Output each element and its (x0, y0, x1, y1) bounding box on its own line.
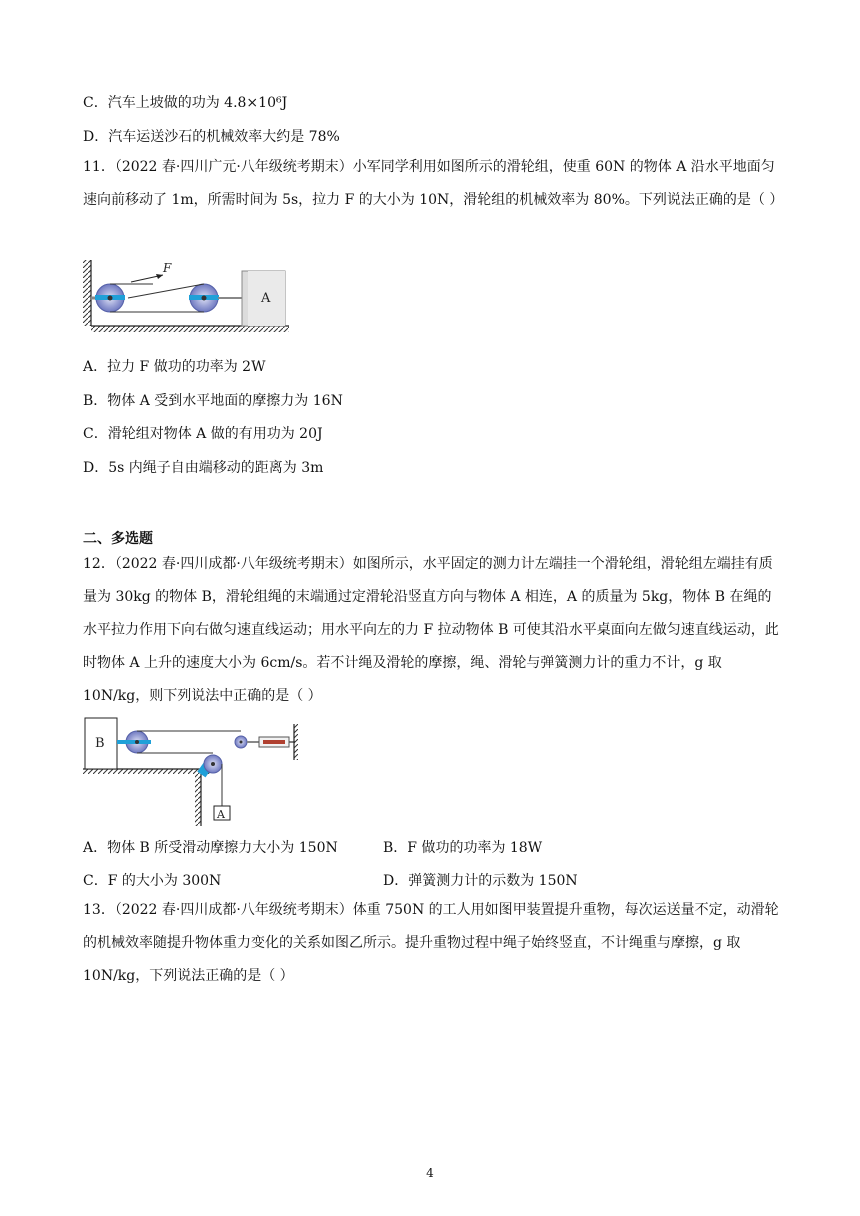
q11-stem: 11．（2022 春·四川广元·八年级统考期末）小军同学利用如图所示的滑轮组，使重 60N 的物体 A 沿水平地面匀速向前移动了 1m，所需时间为 5s，拉力 F 的大小为 10N，滑轮组的机械效率为 80%。下列说法正确的是（ ） (83, 159, 784, 208)
q11-pulley-figure (83, 258, 293, 338)
q12-option-b: B．F 做功的功率为 18W (383, 840, 543, 856)
q10-option-d: D．汽车运送沙石的机械效率大约是 78% (83, 129, 340, 145)
wall (83, 260, 91, 326)
q12-option-d: D．弹簧测力计的示数为 150N (383, 873, 578, 889)
q10-option-c: C．汽车上坡做的功为 4.8×10⁶J (83, 95, 288, 111)
ground (91, 326, 289, 332)
q11-pulley-diagram (83, 258, 293, 334)
q12-option-c: C．F 的大小为 300N (83, 873, 222, 889)
table (83, 769, 213, 774)
page-number: 4 (426, 1166, 434, 1180)
block-b-label: B (95, 736, 105, 751)
q11-option-d: D．5s 内绳子自由端移动的距离为 3m (83, 460, 324, 476)
q12-stem: 12．（2022 春·四川成都·八年级统考期末）如图所示，水平固定的测力计左端挂一个滑轮组，滑轮组左端挂有质量为 30kg 的物体 B，滑轮组绳的末端通过定滑轮沿竖直方向与物体 A 相连，A 的质量为 5kg，物体 B 在绳的水平拉力作用下向右做匀速直线运动；用水平向左的力 F 拉动物体 B 可使其沿水平桌面向左做匀速直线运动，此时物体 A 上升的速度大小为 6cm/s。若不计绳及滑轮的摩擦，绳、滑轮与弹簧测力计的重力不计，g 取 10N/kg，则下列说法中正确的是（ ） (83, 556, 779, 704)
q13-stem: 13．（2022 春·四川成都·八年级统考期末）体重 750N 的工人用如图甲装置提升重物，每次运送量不定，动滑轮的机械效率随提升物体重力变化的关系如图乙所示。提升重物过程中绳子始终竖直，不计绳重与摩擦，g 取 10N/kg，下列说法正确的是（ ） (83, 902, 779, 984)
q12-pulley-figure (83, 714, 298, 830)
q11-option-b: B．物体 A 受到水平地面的摩擦力为 16N (83, 393, 343, 409)
block-a-label: A (217, 808, 225, 821)
q11-option-c: C．滑轮组对物体 A 做的有用功为 20J (83, 426, 323, 442)
section-title: 二、多选题 (83, 531, 153, 547)
q12-pulley-diagram (83, 714, 298, 826)
q12-option-a: A．物体 B 所受滑动摩擦力大小为 150N (83, 840, 338, 856)
block-a-label: A (261, 291, 271, 306)
force-label: F (163, 261, 172, 275)
q11-option-a: A．拉力 F 做功的功率为 2W (83, 359, 266, 375)
